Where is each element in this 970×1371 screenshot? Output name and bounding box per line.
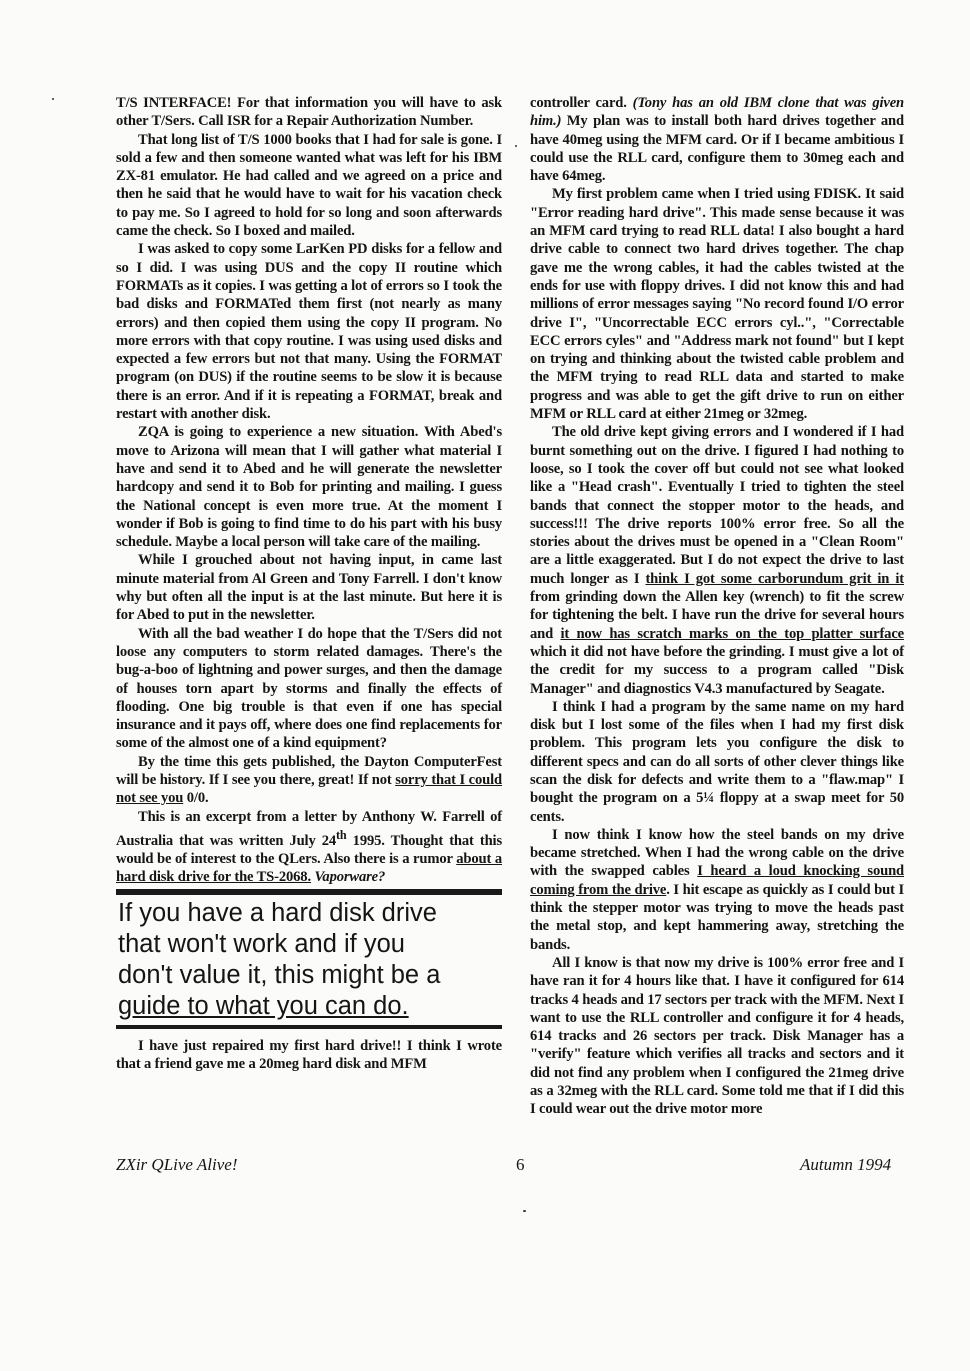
paragraph bbox=[530, 826, 904, 954]
scan-speck bbox=[515, 145, 517, 147]
paragraph-text: I now think I know how the steel bands on my drive became stretched. When I had the wrong cable on the drive with the swapped cables bbox=[530, 826, 904, 880]
paragraph bbox=[116, 753, 502, 808]
footer-issue-date: Autumn 1994 bbox=[800, 1155, 892, 1174]
superscript: th bbox=[336, 827, 347, 842]
footer-newsletter-name: ZXir QLive Alive! bbox=[116, 1155, 238, 1174]
paragraph bbox=[530, 423, 904, 697]
headline-line: don't value it, this might be a bbox=[118, 960, 441, 989]
underlined-text: sorry that I could not see you bbox=[116, 771, 502, 807]
paragraph-text: which it did not have before the grinding. I must give a lot of the credit for my success to a program called "Disk Manager" and diagnostics V4.3 manufactured by Seagate. bbox=[530, 643, 904, 697]
footer-page-number: 6 bbox=[516, 1155, 525, 1174]
left-column bbox=[116, 94, 502, 1073]
headline-line: If you have a hard disk drive bbox=[118, 898, 437, 927]
paragraph: ZQA is going to experience a new situation. With Abed's move to Arizona will mean that I will gather what material I have and send it to Abed and he will generate the newsletter hardcopy and send it to Bob for printing and mailing. I guess the National concept is even more true. At the moment I wonder if Bob is going to find time to do his part with his busy schedule. Maybe a local person will take care of the mailing. bbox=[116, 424, 502, 551]
headline-line: that won't work and if you bbox=[118, 929, 405, 958]
editor-note bbox=[116, 808, 502, 887]
paragraph: I was asked to copy some LarKen PD disks for a fellow and so I did. I was using DUS and the copy II routine which FORMATs as it copies. I was getting a lot of errors so I took the bad disks and FORMATed them first (not nearly as many errors) and then copied them using the copy II program. No more errors with that copy routine. I was using used disks and expected a few errors but not that many. Using the FORMAT program (on DUS) if the routine seems to be slow it is because there is an error. And if it is repeating a FORMAT, break and restart with another disk. bbox=[116, 241, 502, 423]
article-headline bbox=[118, 898, 502, 1022]
paragraph-text: 1995. Thought that this would be of interest to the QLers. Also there is a rumor bbox=[116, 832, 502, 868]
italic-text: Vaporware? bbox=[314, 869, 386, 886]
paragraph: That long list of T/S 1000 books that I had for sale is gone. I sold a few and then someone wanted what was left for his IBM ZX-81 emulator. He had called and we agreed on a price and then he said that he would have to wait for his vacation check to pay me. So I agreed to hold for so long and soon afterwards came the check. So I boxed and mailed. bbox=[116, 131, 502, 240]
paragraph-text: By the time this gets published, the Dayton ComputerFest will be history. If I see you there, great! If not bbox=[116, 753, 502, 788]
paragraph: I have just repaired my first hard drive!! I think I wrote that a friend gave me a 20meg hard disk and MFM bbox=[116, 1037, 502, 1072]
paragraph bbox=[530, 94, 904, 185]
paragraph-text: controller card. bbox=[530, 95, 633, 111]
paragraph: My first problem came when I tried using FDISK. It said "Error reading hard drive". This made sense because it was an MFM card trying to read RLL data! I also bought a hard drive cable to connect two hard drives together. The chap gave me the wrong cables, it had the cables twisted at the ends for use with floppy drives. I did not know this and had millions of error messages saying "No record found I/O error drive I", "Uncorrectable ECC errors cyl..", "Correctable ECC errors cyles" and "Address mark not found" but I kept on trying and thinking about the twisted cable problem and the MFM trying to read RLL data and started to make progress and was able to get the gift drive to run on either MFM or RLL card at either 21meg or 32meg. bbox=[530, 186, 904, 423]
paragraph-text: The old drive kept giving errors and I wondered if I had burnt something out on the drive. I figured I had nothing to loose, so I took the cover off but could not see what looked like a "Head crash". Eventually I tried to tighten the steel bands that connect the stopper motor to the heads, and success!!! The drive reports 100% error free. So all the stories about the drives must be opened in a "Clean Room" are a little exaggerated. But I do not expect the drive to last much longer as I bbox=[530, 424, 904, 587]
paragraph-text: This is an excerpt from a letter by Anthony W. Farrell of Australia that was written July 24 bbox=[116, 808, 502, 849]
underlined-text: it now has scratch marks on the top platter surface bbox=[560, 625, 904, 642]
headline-line: guide to what you can do. bbox=[118, 991, 409, 1020]
paragraph: I think I had a program by the same name on my hard disk but I lost some of the files when I had my first disk problem. This program lets you configure the disk to different specs and can do all sorts of other clever things like scan the disk for defects and write them to a "flaw.map" I bought the program on a 5¼ floppy at a swap meet for 50 cents. bbox=[530, 698, 904, 825]
paragraph: With all the bad weather I do hope that the T/Sers did not loose any computers to storm related damages. There's the bug-a-boo of lightning and power surges, and then the damage of houses torn apart by storms and finally the effects of flooding. One big trouble is that even if one has special insurance and it pays off, where does one find replacements for some of the almost one of a kind equipment? bbox=[116, 625, 502, 752]
underlined-text: about a hard disk drive for the TS-2068. bbox=[116, 851, 502, 886]
divider bbox=[116, 889, 502, 895]
paragraph-text: My plan was to install both hard drives together and have 40meg using the MFM card. Or if I became ambitious I could use the RLL card, configure them to 30meg each and have 64meg. bbox=[530, 113, 904, 185]
signature: 0/0. bbox=[183, 790, 209, 807]
italic-text: (Tony has an old IBM clone that was given him.) bbox=[530, 95, 905, 130]
divider bbox=[116, 1025, 502, 1029]
scan-speck bbox=[523, 1210, 526, 1212]
underlined-text: I heard a loud knocking sound coming from the drive bbox=[530, 863, 905, 898]
paragraph-text: . I hit escape as quickly as I could but I think the stepper motor was trying to move the heads past the metal stop, and kept hammering away, stretching the bands. bbox=[530, 881, 905, 953]
paragraph: While I grouched about not having input, in came last minute material from Al Green and Tony Farrell. I don't know why but often all the input is at the last minute. But here it is for Abed to put in the newsletter. bbox=[116, 552, 502, 624]
right-column bbox=[530, 94, 904, 1119]
paragraph-text: from grinding down the Allen key (wrench) to fit the screw for tightening the belt. I have run the drive for several hours and bbox=[530, 589, 904, 642]
underlined-text: think I got some carborundum grit in it bbox=[645, 570, 904, 587]
paragraph: T/S INTERFACE! For that information you will have to ask other T/Sers. Call ISR for a Repair Authorization Number. bbox=[116, 95, 502, 130]
scan-speck bbox=[52, 98, 54, 100]
paragraph: All I know is that now my drive is 100% error free and I have ran it for 4 hours like that. I have it configured for 614 tracks 4 heads and 17 sectors per track with the MFM. Next I want to use the RLL controller and configure it for 4 heads, 614 tracks and 26 sectors per track. Disk Manager has a "verify" feature which verifies all tracks and sectors and it did not find any problem when I configured the 21meg drive as a 32meg with the RLL card. Some told me that if I did this I could wear out the drive motor more bbox=[530, 954, 904, 1118]
